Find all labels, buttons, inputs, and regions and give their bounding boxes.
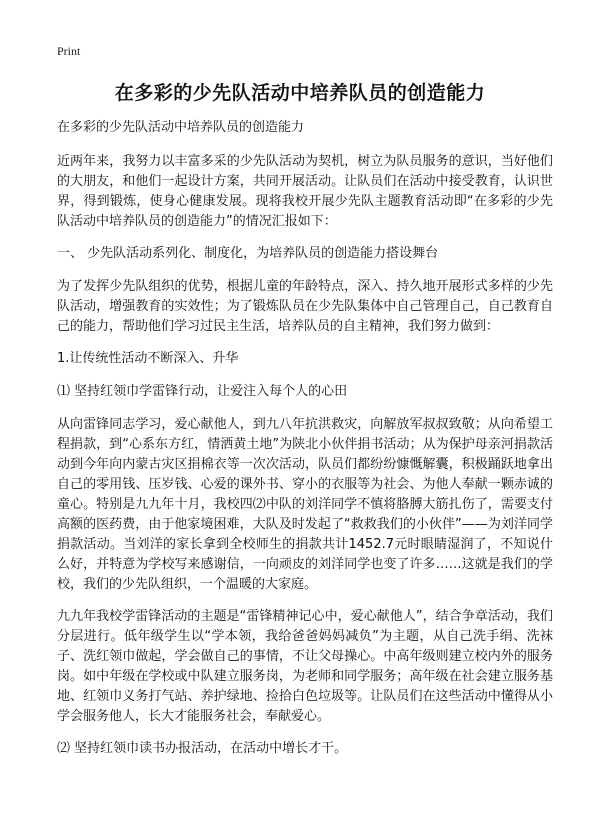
item-1-paragraph-1: 从向雷锋同志学习，爱心献他人，到九八年抗洪救灾，向解放军叔叔致敬；从向希望工程捐款，到“心系东方红，情洒黄土地”为陕北小伙伴捐书活动；从为保护母亲河捐款活动到今年向内蒙古灾区捐棉衣等一次次活动，队员们都纷纷慷慨解囊，积极踊跃地拿出自己的零用钱、压岁钱、心爱的课外书、穿小的衣服等为社会、为他人奉献一颗赤诚的童心。特别是九九年十月，我校四⑵中队的刘洋同学不慎将胳膊大筋扎伤了，需要支付高额的医药费，由于他家境困难，大队及时发起了“救救我们的小伙伴”——为刘洋同学捐款活动。当刘洋的家长拿到全校师生的捐款共计1452.7元时眼睛湿润了，不知说什么好，并特意为学校写来感谢信，一向顽皮的刘洋同学也变了许多……这就是我们的学校，我们的少先队组织，一个温暖的大家庭。 <box>57 417 553 592</box>
article-subtitle: 在多彩的少先队活动中培养队员的创造能力 <box>57 120 305 135</box>
item-1-paragraph-2: 九九年我校学雷锋活动的主题是“雷锋精神记心中，爱心献他人”，结合争章活动，我们分层进行。低年级学生以“学本领，我给爸爸妈妈减负”为主题，从自己洗手绢、洗袜子、洗红领巾做起，学会做自己的事情，不让父母操心。中高年级则建立校内外的服务岗。如中年级在学校或中队建立服务岗，为老师和同学服务；高年级在社会建立服务基地、红领巾义务打气站、养护绿地、捡拾白色垃圾等。让队员们在这些活动中懂得从小学会服务他人，长大才能服务社会，奉献爱心。 <box>57 609 553 724</box>
subsection-1-heading: 1.让传统性活动不断深入、升华 <box>57 351 239 366</box>
article-body <box>57 118 553 771</box>
print-link[interactable]: Print <box>57 44 81 58</box>
item-1-heading: ⑴ 坚持红领巾学雷锋行动，让爱注入每个人的心田 <box>57 384 348 399</box>
section-1-heading: 一、 少先队活动系列化、制度化，为培养队员的创造能力搭设舞台 <box>57 246 439 261</box>
intro-paragraph: 近两年来，我努力以丰富多采的少先队活动为契机，树立为队员服务的意识，当好他们的大朋友，和他们一起设计方案，共同开展活动。让队员们在活动中接受教育，认识世界，得到锻炼，使身心健康发展。现将我校开展少先队主题教育活动即“在多彩的少先队活动中培养队员的创造能力”的情况汇报如下： <box>57 154 553 229</box>
page-title: 在多彩的少先队活动中培养队员的创造能力 <box>114 82 486 104</box>
item-2-heading: ⑵ 坚持红领巾读书办报活动，在活动中增长才干。 <box>57 741 348 756</box>
section-1-paragraph: 为了发挥少先队组织的优势，根据儿童的年龄特点，深入、持久地开展形式多样的少先队活动，增强教育的实效性；为了锻炼队员在少先队集体中自己管理自己，自己教育自己的能力，帮助他们学习过民主生活，培养队员的自主精神，我们努力做到： <box>57 279 553 334</box>
